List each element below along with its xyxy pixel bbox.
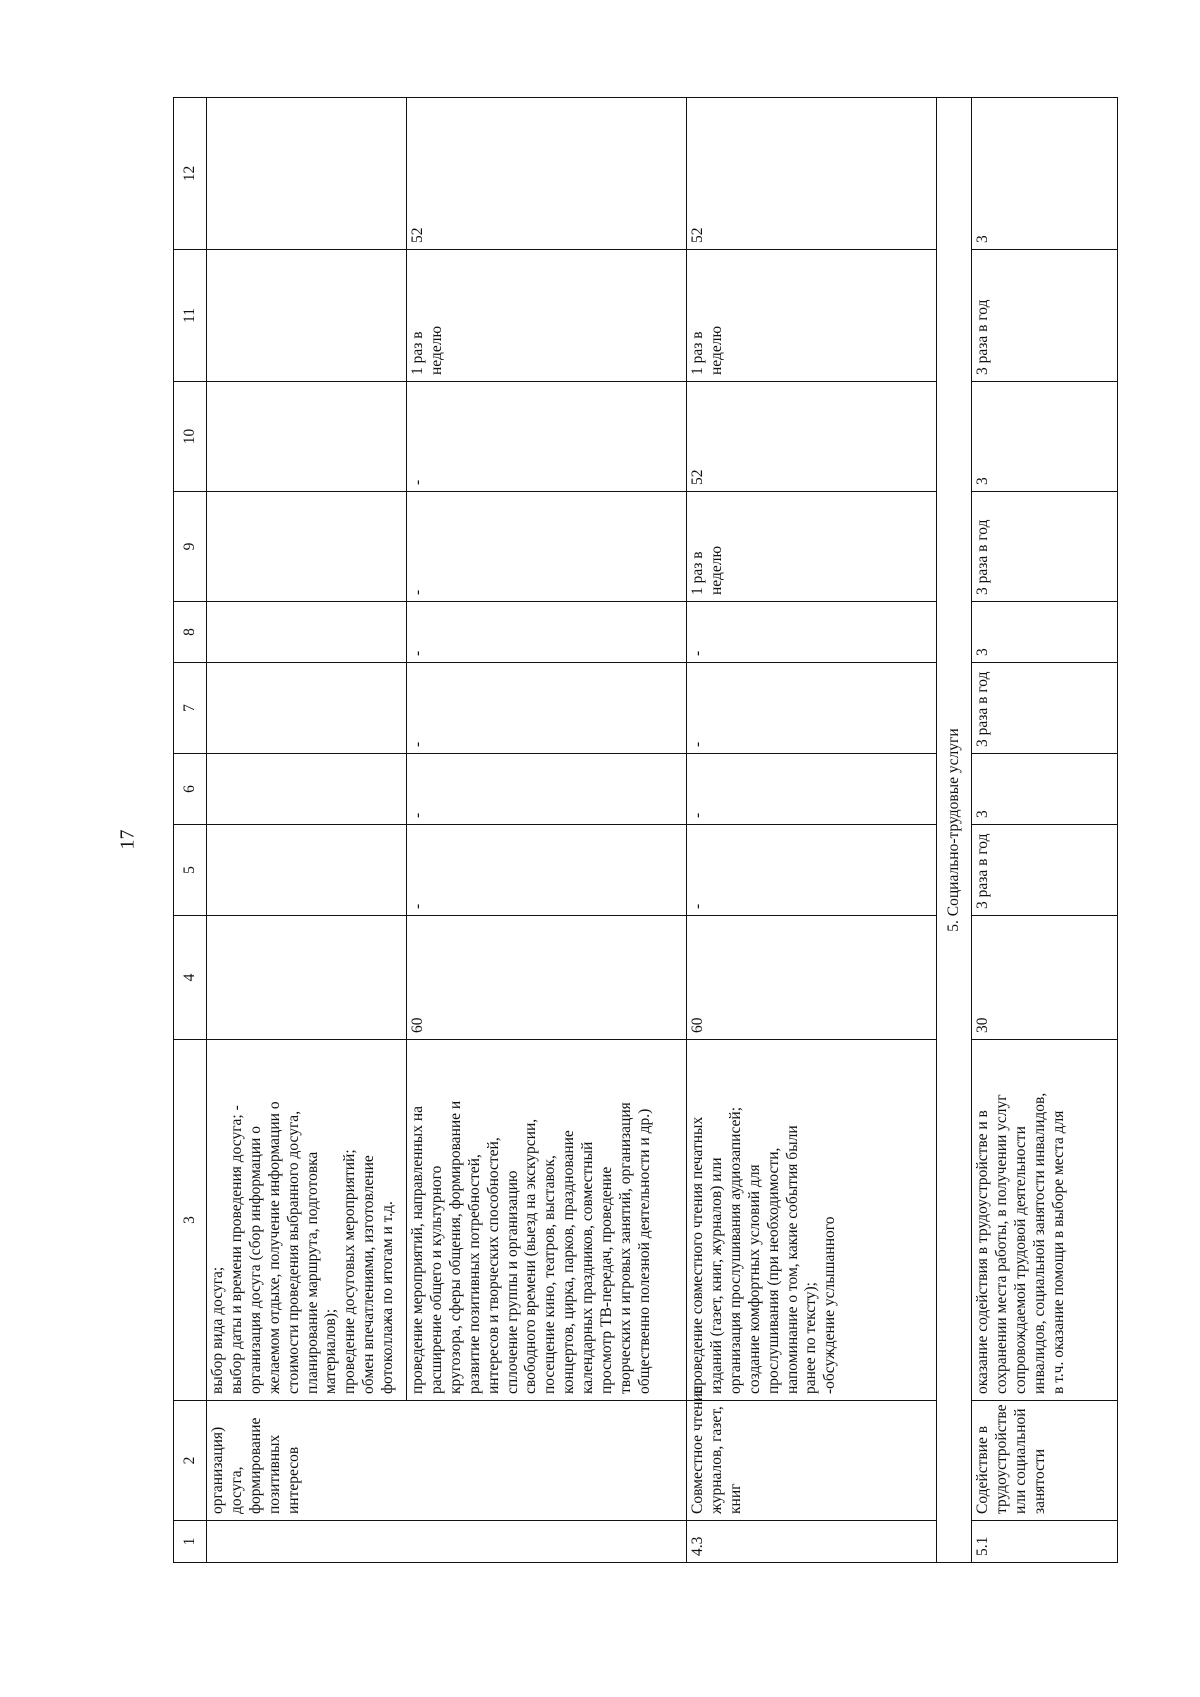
rotated-table-wrapper (173, 98, 1118, 1563)
table-cell: - (687, 754, 937, 825)
table-cell: - (407, 382, 687, 492)
table-row (687, 98, 937, 1563)
table-cell (207, 825, 407, 916)
table-cell: - (407, 602, 687, 663)
col-header: 11 (174, 250, 207, 382)
cell-duration: 60 (687, 916, 937, 1040)
col-header: 1 (174, 1521, 207, 1563)
table-cell (207, 602, 407, 663)
table-cell: 52 (407, 98, 687, 250)
col-header: 4 (174, 916, 207, 1040)
col-header: 3 (174, 1040, 207, 1401)
table-cell: - (687, 602, 937, 663)
cell-frequency: 3 раза в год (972, 250, 1118, 382)
page-number: 17 (116, 829, 139, 850)
table-cell (207, 663, 407, 754)
table-cell: 52 (687, 98, 937, 250)
cell-frequency: 3 раза в год (972, 492, 1118, 602)
col-header: 2 (174, 1401, 207, 1521)
table-cell: 52 (687, 382, 937, 492)
table-cell: - (407, 825, 687, 916)
cell-description: проведение совместного чтения печатных изданий (газет, книг, журналов) или организация прослушивания аудиозаписей; создание комфортных условий для прослушивания (при необходимости, напоминание о том, какие события были ранее по тексту); -обсуждение услышанного (687, 1040, 937, 1401)
cell-frequency: 3 раза в год (972, 825, 1118, 916)
col-header: 5 (174, 825, 207, 916)
cell-duration: 30 (972, 916, 1118, 1040)
cell-number: 5.1 (972, 1521, 1118, 1563)
table-cell: 3 (972, 98, 1118, 250)
table-cell (207, 754, 407, 825)
cell-description: проведение мероприятий, направленных на расширение общего и культурного кругозора, сферы общения, формирование и развитие позитивных потребностей, интересов и творческих способностей, сплочение группы и организацию свободного времени (выезд на экскурсии, посещение кино, театров, выставок, концертов, цирка, парков, празднование календарных праздников, совместный просмотр ТВ-передач, проведение творческих и игровых занятий, организация общественно полезной деятельности и др.) (407, 1040, 687, 1401)
table-cell (207, 492, 407, 602)
cell-description: выбор вида досуга; выбор даты и времени проведения досуга; - организация досуга (сбор информации о желаемом отдыхе, получение информации о стоимости проведения выбранного досуга, планирование маршрута, подготовка материалов); проведение досуговых мероприятий; обмен впечатлениями, изготовление фотоколлажа по итогам и т.д. (207, 1040, 407, 1401)
table-cell: - (687, 663, 937, 754)
table-cell (207, 250, 407, 382)
col-header: 9 (174, 492, 207, 602)
col-header: 6 (174, 754, 207, 825)
table-cell: 3 (972, 602, 1118, 663)
cell-frequency: 3 раза в год (972, 663, 1118, 754)
cell-number: 4.3 (687, 1521, 937, 1563)
section-title: 5. Социально-трудовые услуги (937, 98, 972, 1563)
section-row (937, 98, 972, 1563)
col-header: 10 (174, 382, 207, 492)
cell-duration: 60 (407, 916, 687, 1040)
table-row (207, 98, 407, 1563)
cell-frequency: 1 раз в неделю (687, 492, 937, 602)
cell-frequency: 1 раз в неделю (687, 250, 937, 382)
cell-number (207, 1521, 687, 1563)
header-row (174, 98, 207, 1563)
table-cell: - (407, 492, 687, 602)
table-row (972, 98, 1118, 1563)
cell-service-name: Совместное чтение журналов, газет, книг (687, 1401, 937, 1521)
cell-description: оказание содействия в трудоустройстве и в сохранении места работы, в получении услуг сопровождаемой трудовой деятельности инвалидов, социальной занятости инвалидов, в т.ч. оказание помощи в выборе места для (972, 1040, 1118, 1401)
cell-service-name: Содействие в трудоустройстве или социальной занятости (972, 1401, 1118, 1521)
table-cell (207, 916, 407, 1040)
cell-frequency: 1 раз в неделю (407, 250, 687, 382)
table-cell (207, 98, 407, 250)
table-row (407, 98, 687, 1563)
table-cell: - (407, 663, 687, 754)
table-cell: - (687, 825, 937, 916)
col-header: 7 (174, 663, 207, 754)
table-cell (207, 382, 407, 492)
cell-service-name: организация) досуга, формирование позитивных интересов (207, 1401, 687, 1521)
col-header: 12 (174, 98, 207, 250)
col-header: 8 (174, 602, 207, 663)
table-cell: 3 (972, 754, 1118, 825)
table-cell: - (407, 754, 687, 825)
table-cell: 3 (972, 382, 1118, 492)
services-table (173, 97, 1118, 1563)
